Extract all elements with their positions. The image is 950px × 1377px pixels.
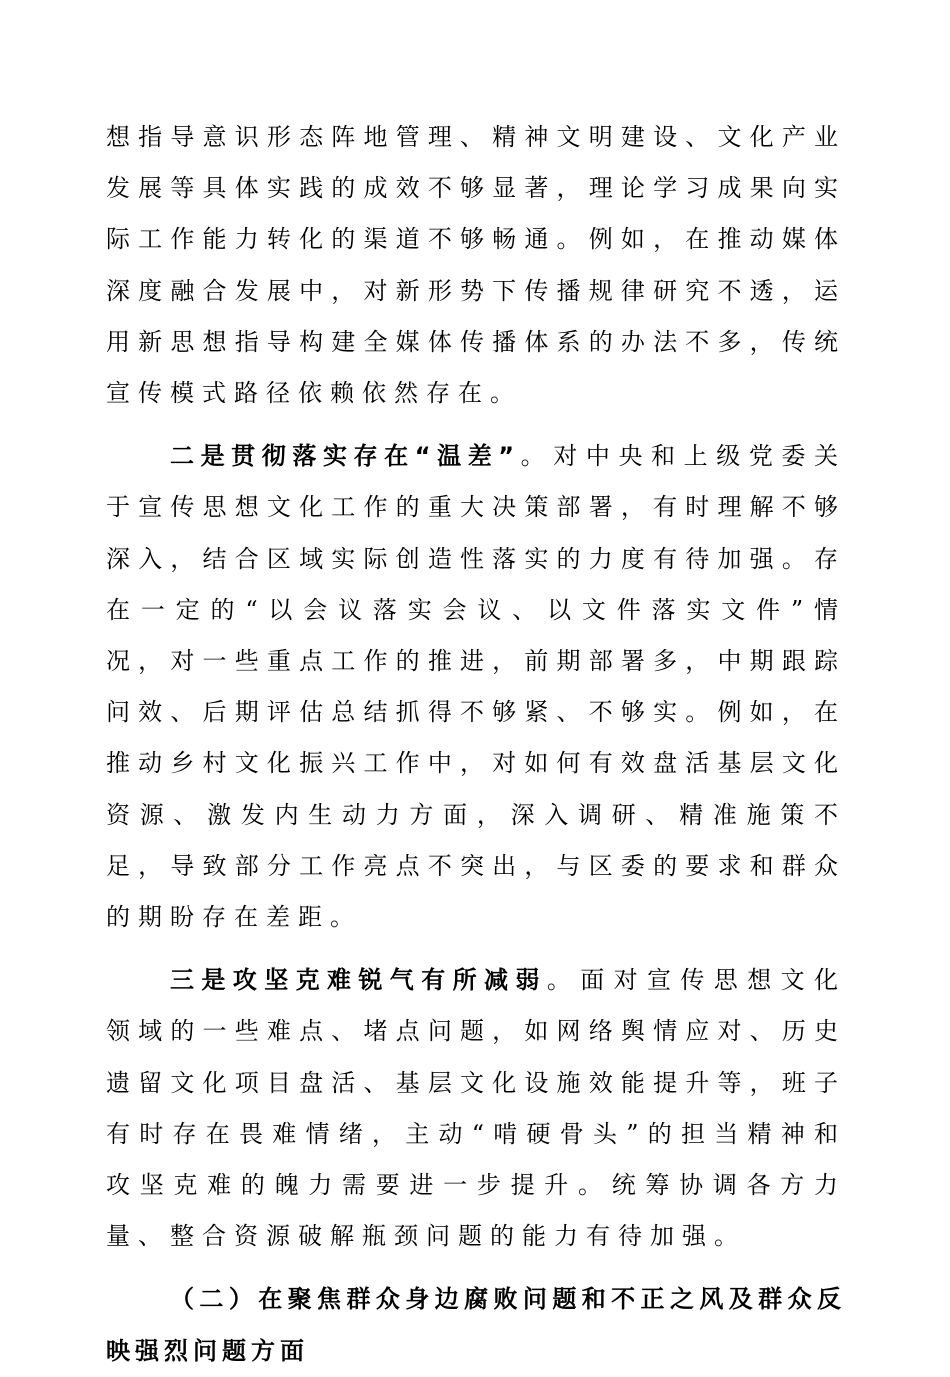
paragraph-lead-bold: 三是攻坚克难锐气有所减弱 xyxy=(170,966,547,995)
paragraph-lead-bold: 二是贯彻落实存在“温差” xyxy=(170,442,521,471)
paragraph-text: 想指导意识形态阵地管理、精神文明建设、文化产业发展等具体实践的成效不够显著，理论学习成果向实际工作能力转化的渠道不够畅通。例如，在推动媒体深度融合发展中，对新形势下传播规律研究不透，运用新思想指导构建全媒体传播体系的办法不多，传统宣传模式路径依赖依然存在。 xyxy=(106,123,846,408)
section-heading: （二）在聚焦群众身边腐败问题和不正之风及群众反映强烈问题方面 xyxy=(106,1285,846,1365)
paragraph-point-2 xyxy=(106,431,846,943)
paragraph-text: 。面对宣传思想文化领域的一些难点、堵点问题，如网络舆情应对、历史遗留文化项目盘活、基层文化设施效能提升等，班子有时存在畏难情绪，主动“啃硬骨头”的担当精神和攻坚克难的魄力需要进一步提升。统筹协调各方力量、整合资源破解瓶颈问题的能力有待加强。 xyxy=(106,966,847,1251)
paragraph-text: 。对中央和上级党委关于宣传思想文化工作的重大决策部署，有时理解不够深入，结合区域实际创造性落实的力度有待加强。存在一定的“以会议落实会议、以文件落实文件”情况，对一些重点工作的推进，前期部署多，中期跟踪问效、后期评估总结抓得不够紧、不够实。例如，在推动乡村文化振兴工作中，对如何有效盘活基层文化资源、激发内生动力方面，深入调研、精准施策不足，导致部分工作亮点不突出，与区委的要求和群众的期盼存在差距。 xyxy=(106,442,847,932)
paragraph-continuation xyxy=(106,112,846,419)
paragraph-point-3 xyxy=(106,955,846,1262)
document-page xyxy=(106,112,846,1377)
